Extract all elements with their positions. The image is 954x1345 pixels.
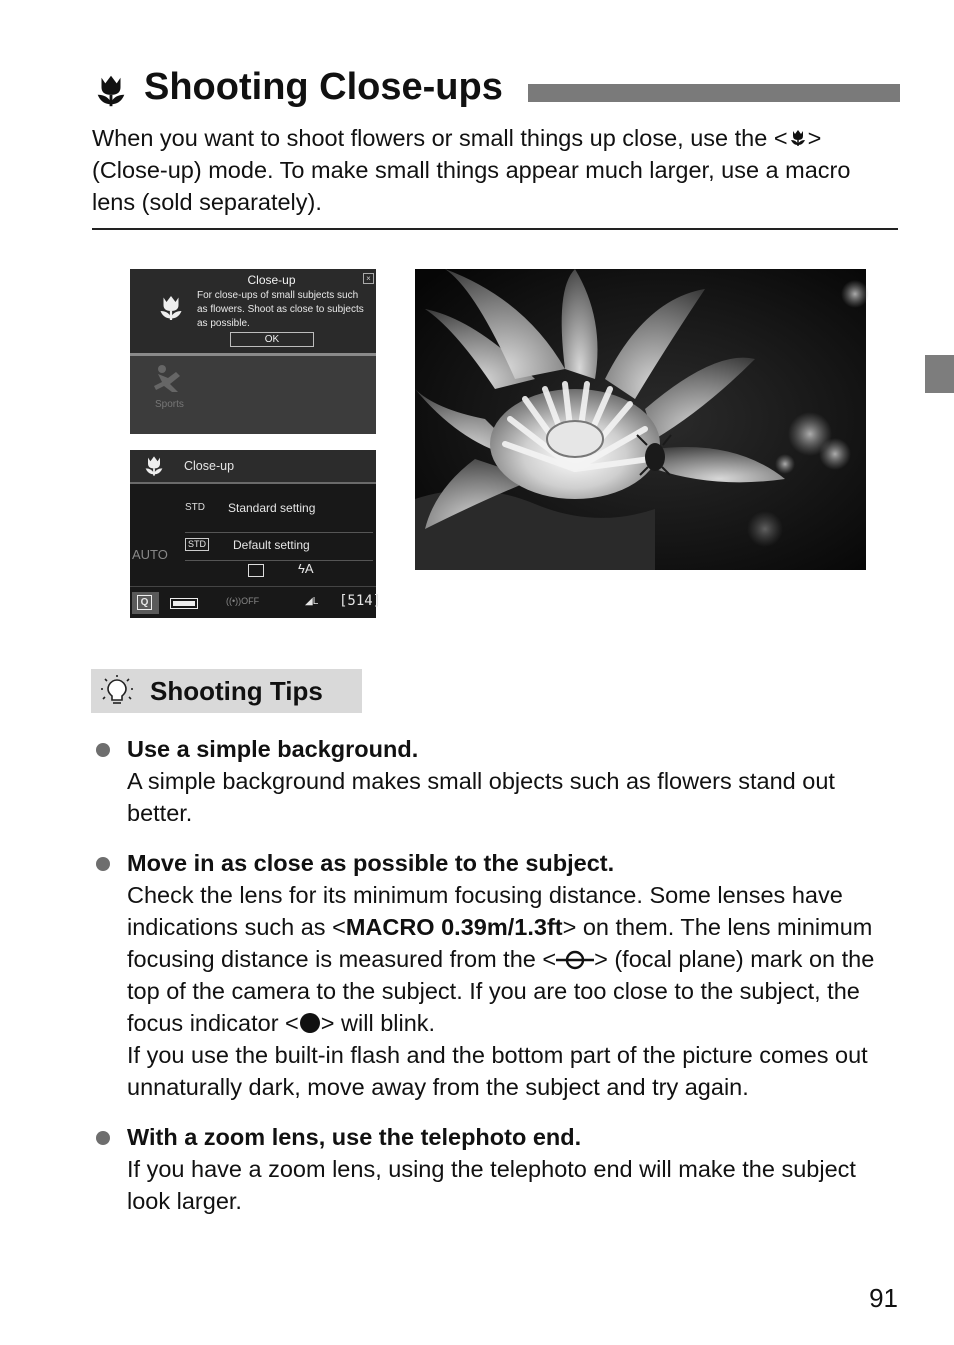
sample-photo-water-lily	[415, 269, 866, 570]
shooting-tips-header	[91, 669, 362, 713]
shots-remaining: [514]	[339, 593, 382, 609]
closeup-flower-icon	[156, 293, 186, 323]
focal-plane-icon	[556, 950, 594, 970]
flash-auto-icon[interactable]: ϟA	[298, 561, 314, 576]
page-title-row	[92, 64, 900, 112]
lighting-setting[interactable]: Default setting	[233, 538, 310, 552]
tip-body: Check the lens for its minimum focusing distance. Some lenses have indications such as <MACRO 0.39m/1.3ft> on them. The lens minimum focusing distance is measured from the < > (focal plane) mark on the top of the camera to the subject. If you are too close to the subject, the focus indicator < > will blink.	[127, 882, 875, 1036]
ambience-icon: STD	[185, 502, 205, 513]
tip-title: Move in as close as possible to the subject.	[127, 850, 615, 876]
mode-guide-panel	[130, 269, 376, 353]
quick-control-button[interactable]	[132, 592, 159, 614]
panel-separator	[130, 353, 376, 356]
tip-title: With a zoom lens, use the telephoto end.	[127, 1124, 582, 1150]
sports-mode-icon	[152, 364, 188, 394]
title-decor-bar	[528, 84, 900, 102]
wifi-status-icon: ((•))OFF	[226, 596, 260, 606]
macro-label: MACRO 0.39m/1.3ft	[345, 914, 563, 940]
page-title: Shooting Close-ups	[144, 66, 503, 108]
ok-button[interactable]: OK	[230, 332, 314, 347]
camera-screen-mode-guide	[130, 269, 376, 434]
tip-body: If you have a zoom lens, using the telephoto end will make the subject look larger.	[127, 1156, 856, 1214]
tip-title: Use a simple background.	[127, 736, 419, 762]
shooting-tips-heading: Shooting Tips	[150, 676, 323, 706]
q-icon: Q	[137, 595, 152, 610]
ambience-setting[interactable]: Standard setting	[228, 501, 316, 515]
page-number: 91	[869, 1283, 898, 1313]
row-separator	[185, 532, 373, 533]
battery-icon	[170, 598, 198, 609]
closeup-flower-icon	[788, 128, 808, 148]
picture-style-icon: STD	[185, 538, 209, 551]
tip-item	[96, 733, 900, 829]
camera-screen-quick-control	[130, 450, 382, 618]
section-divider	[92, 228, 898, 230]
iso-indicator: AUTO	[132, 547, 168, 562]
status-separator	[130, 586, 376, 587]
tip-item	[96, 1121, 900, 1217]
tip-body: A simple background makes small objects such as flowers stand out better.	[127, 768, 835, 826]
bullet-icon	[96, 743, 110, 757]
bullet-icon	[96, 1131, 110, 1145]
tip-body-extra: If you use the built-in flash and the bottom part of the picture comes out unnaturally dark, move away from the subject and try again.	[127, 1042, 868, 1100]
focus-indicator-icon	[299, 1012, 321, 1034]
image-quality-icon: ◢L	[305, 596, 319, 607]
close-icon[interactable]: ×	[363, 273, 374, 284]
bullet-icon	[96, 857, 110, 871]
mode-guide-title: Close-up	[247, 273, 296, 287]
background-mode-label: Sports	[155, 399, 184, 410]
closeup-flower-icon	[142, 454, 166, 478]
mode-guide-description: For close-ups of small subjects such as flowers. Shoot as close to subjects as possible.	[197, 290, 364, 329]
lightbulb-icon	[100, 674, 134, 708]
row-separator	[185, 560, 373, 561]
quick-control-header	[130, 450, 376, 482]
closeup-flower-icon	[92, 72, 130, 110]
drive-mode-icon[interactable]	[248, 564, 264, 577]
tip-item	[96, 847, 900, 1103]
mode-title: Close-up	[184, 459, 235, 473]
chapter-tab	[925, 355, 954, 393]
intro-paragraph: When you want to shoot flowers or small things up close, use the < > (Close-up) mode. To make small things appear much larger, use a macro lens (sold separately).	[92, 125, 851, 215]
header-separator	[130, 482, 376, 484]
